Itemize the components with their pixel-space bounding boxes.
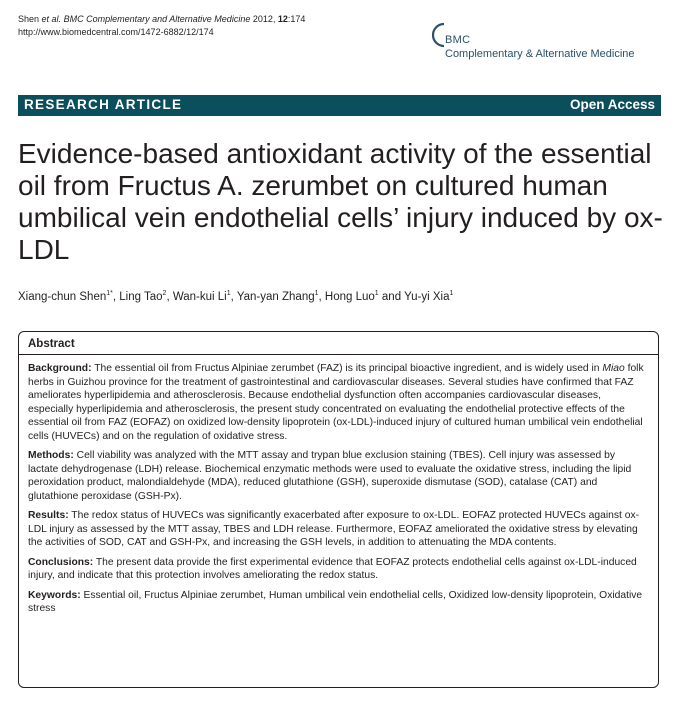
abstract-results: Results: The redox status of HUVECs was significantly exacerbated after exposure to ox-LDL. EOFAZ protected HUVECs against ox-LDL injury as assessed by the MTT assay, TBES and LDH release. Furthermore, EOFAZ ameliorated the oxidative stress by elevating the activities of SOD, CAT and GSH-Px, and increasing the GSH levels, in addition to attenuating the MDA contents. <box>28 510 640 548</box>
article-title: Evidence-based antioxidant activity of the essential oil from Fructus A. zerumbet on cultured human umbilical vein endothelial cells’ injury induced by ox-LDL <box>18 138 663 265</box>
author[interactable]: Yu-yi Xia$^1$ <box>404 290 454 303</box>
author[interactable]: Xiang-chun Shen$^{1*}$ <box>18 290 113 303</box>
abstract-methods: Methods: Cell viability was analyzed with the MTT assay and trypan blue exclusion staining (TBES). Cell injury was assessed by lactate dehydrogenase (LDH) release. Biochemical enzymatic methods were used to evaluate the oxidative stress, including the lipid peroxidation product, malondialdehyde (MDA), reduced glutathione (GSH), superoxide dismutase (SOD), catalase (CAT) and glutathione peroxidase (GSH-Px). <box>28 450 632 502</box>
citation-url[interactable]: http://www.biomedcentral.com/1472-6882/12/174 <box>18 27 214 37</box>
logo-bmc: BMC <box>445 34 471 46</box>
citation-line <box>18 13 305 26</box>
citation-page: :174 <box>287 14 306 24</box>
author[interactable]: Ling Tao$^2$ <box>119 290 167 303</box>
open-access-label: Open Access <box>569 97 655 112</box>
abstract-keywords: Keywords: Essential oil, Fructus Alpiniae zerumbet, Human umbilical vein endothelial cells, Oxidized low-density lipoprotein, Oxidative stress <box>28 589 643 614</box>
abstract-divider <box>19 354 658 355</box>
background-label: Background: <box>28 363 92 374</box>
abstract-heading: Abstract <box>28 338 75 350</box>
citation-authors: Shen <box>18 14 40 24</box>
abstract-box <box>18 331 659 688</box>
abstract-sections <box>28 362 648 622</box>
citation-year: 2012, <box>252 14 276 24</box>
bmc-arc-icon <box>432 22 446 48</box>
citation-volume: 12 <box>277 14 288 24</box>
article-type-bar <box>18 95 661 116</box>
keywords-label: Keywords: <box>28 589 81 601</box>
journal-logo <box>432 16 667 64</box>
conclusions-label: Conclusions: <box>28 556 94 568</box>
results-label: Results: <box>28 510 69 521</box>
logo-journal-name: Complementary & Alternative Medicine <box>445 48 635 60</box>
abstract-background: Background: The essential oil from Fructus Alpiniae zerumbet (FAZ) is its principal bioactive ingredient, and is widely used in Miao folk herbs in Guizhou province for the treatment of gastrointestinal and cardiovascular diseases. Several studies have confirmed that FAZ ameliorates hyperlipidemia and atherosclerosis. Because endothelial dysfunction often accompanies cardiovascular diseases, especially hyperlipidemia and atherosclerosis, the present study concentrated on evaluating the endothelial protective effects of the essential oil from FAZ (EOFAZ) on oxidized low-density lipoprotein (ox-LDL)-induced injury of cultured human umbilical vein endothelial cells (HUVECs) and on the regulation of oxidative stress. <box>28 363 644 442</box>
author-list: Xiang-chun Shen$^{1*}$, Ling Tao$^2$, Wan-kui Li$^1$, Yan-yan Zhang$^1$, Hong Luo$^1$ and Yu-yi Xia$^1$ <box>18 290 454 303</box>
abstract-conclusions: Conclusions: The present data provide the first experimental evidence that EOFAZ protects endothelial cells against ox-LDL-induced injury, and indicate that this protection involves ameliorating the redox status. <box>28 556 637 581</box>
methods-label: Methods: <box>28 450 74 461</box>
author[interactable]: Yan-yan Zhang$^1$ <box>236 290 319 303</box>
citation-journal: BMC Complementary and Alternative Medicine <box>63 14 251 24</box>
citation-et-al: et al. <box>41 14 62 24</box>
author[interactable]: Wan-kui Li$^1$ <box>172 290 231 303</box>
citation-header <box>18 13 305 39</box>
article-type: RESEARCH ARTICLE <box>24 97 183 112</box>
author[interactable]: Hong Luo$^1$ <box>324 290 379 303</box>
